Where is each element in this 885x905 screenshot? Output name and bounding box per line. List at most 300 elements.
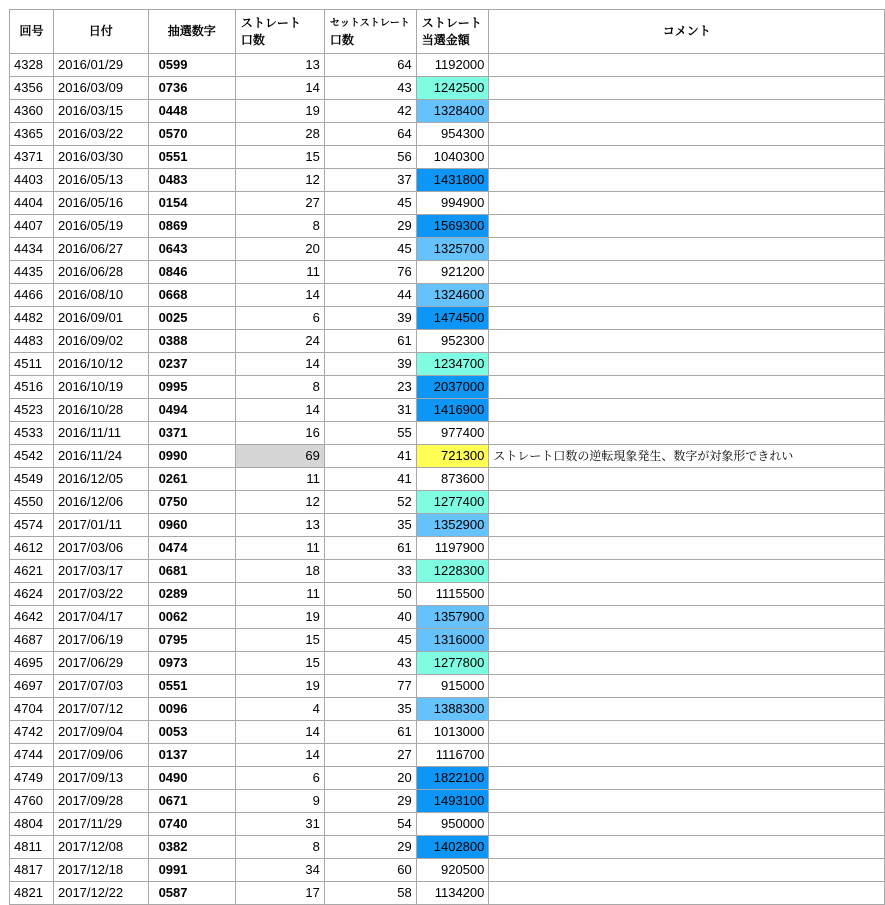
cell-straight-prize: 994900 [416, 192, 489, 215]
cell-comment [489, 353, 885, 376]
cell-straight-count: 15 [235, 652, 324, 675]
table-row [10, 675, 885, 698]
cell-date: 2016/10/12 [53, 353, 148, 376]
cell-straight-count: 8 [235, 836, 324, 859]
cell-straight-prize: 921200 [416, 261, 489, 284]
cell-straight-count: 15 [235, 146, 324, 169]
table-row [10, 261, 885, 284]
table-row [10, 330, 885, 353]
cell-date: 2016/12/06 [53, 491, 148, 514]
cell-straight-count: 9 [235, 790, 324, 813]
cell-straight-count: 27 [235, 192, 324, 215]
table-row [10, 123, 885, 146]
table-row [10, 790, 885, 813]
cell-comment [489, 54, 885, 77]
cell-date: 2016/08/10 [53, 284, 148, 307]
cell-set-straight-count: 45 [324, 238, 416, 261]
cell-straight-prize: 1192000 [416, 54, 489, 77]
cell-comment [489, 560, 885, 583]
cell-number: 0599 [148, 54, 235, 77]
header-straight-count-line1: ストレート [240, 15, 301, 30]
table-row [10, 629, 885, 652]
cell-date: 2016/03/09 [53, 77, 148, 100]
cell-date: 2016/05/19 [53, 215, 148, 238]
table-row [10, 468, 885, 491]
cell-number: 0990 [148, 445, 235, 468]
cell-set-straight-count: 56 [324, 146, 416, 169]
cell-number: 0643 [148, 238, 235, 261]
table-row [10, 146, 885, 169]
cell-set-straight-count: 45 [324, 192, 416, 215]
cell-straight-count: 14 [235, 721, 324, 744]
cell-round: 4435 [10, 261, 54, 284]
cell-comment [489, 215, 885, 238]
header-straight-count [235, 10, 324, 54]
cell-straight-count: 19 [235, 675, 324, 698]
cell-round: 4482 [10, 307, 54, 330]
cell-number: 0382 [148, 836, 235, 859]
cell-date: 2017/09/06 [53, 744, 148, 767]
cell-set-straight-count: 64 [324, 123, 416, 146]
cell-set-straight-count: 61 [324, 330, 416, 353]
cell-set-straight-count: 54 [324, 813, 416, 836]
cell-straight-prize: 1040300 [416, 146, 489, 169]
cell-comment [489, 514, 885, 537]
cell-number: 0960 [148, 514, 235, 537]
cell-straight-prize: 721300 [416, 445, 489, 468]
cell-straight-count: 11 [235, 583, 324, 606]
table-row [10, 399, 885, 422]
cell-straight-prize: 1328400 [416, 100, 489, 123]
cell-straight-count: 20 [235, 238, 324, 261]
cell-set-straight-count: 20 [324, 767, 416, 790]
cell-number: 0671 [148, 790, 235, 813]
cell-set-straight-count: 50 [324, 583, 416, 606]
cell-date: 2016/10/19 [53, 376, 148, 399]
header-straight-prize-line1: ストレート [421, 15, 482, 30]
cell-comment [489, 606, 885, 629]
cell-round: 4483 [10, 330, 54, 353]
cell-straight-count: 13 [235, 54, 324, 77]
cell-number: 0261 [148, 468, 235, 491]
cell-straight-prize: 1416900 [416, 399, 489, 422]
cell-number: 0587 [148, 882, 235, 905]
cell-round: 4404 [10, 192, 54, 215]
cell-comment [489, 376, 885, 399]
cell-comment [489, 468, 885, 491]
cell-round: 4328 [10, 54, 54, 77]
cell-straight-count: 69 [235, 445, 324, 468]
cell-set-straight-count: 77 [324, 675, 416, 698]
header-straight-prize [416, 10, 489, 54]
cell-straight-count: 17 [235, 882, 324, 905]
cell-comment [489, 77, 885, 100]
cell-straight-count: 14 [235, 353, 324, 376]
cell-set-straight-count: 41 [324, 445, 416, 468]
cell-round: 4542 [10, 445, 54, 468]
cell-straight-count: 19 [235, 100, 324, 123]
header-straight-count-line2: 口数 [240, 32, 265, 47]
cell-straight-count: 28 [235, 123, 324, 146]
cell-set-straight-count: 31 [324, 399, 416, 422]
cell-round: 4516 [10, 376, 54, 399]
cell-straight-prize: 1277400 [416, 491, 489, 514]
table-row [10, 169, 885, 192]
cell-round: 4760 [10, 790, 54, 813]
cell-set-straight-count: 29 [324, 790, 416, 813]
cell-number: 0371 [148, 422, 235, 445]
cell-comment [489, 790, 885, 813]
table-header [10, 10, 885, 54]
cell-comment [489, 146, 885, 169]
cell-comment [489, 744, 885, 767]
cell-straight-prize: 915000 [416, 675, 489, 698]
table-row [10, 100, 885, 123]
cell-straight-count: 34 [235, 859, 324, 882]
header-set-straight-count-line1: セットストレート [329, 18, 410, 29]
cell-straight-prize: 1493100 [416, 790, 489, 813]
cell-set-straight-count: 40 [324, 606, 416, 629]
cell-straight-count: 14 [235, 399, 324, 422]
cell-straight-prize: 1325700 [416, 238, 489, 261]
cell-number: 0062 [148, 606, 235, 629]
cell-number: 0154 [148, 192, 235, 215]
table-row [10, 353, 885, 376]
cell-straight-prize: 1228300 [416, 560, 489, 583]
table-row [10, 307, 885, 330]
cell-comment: ストレート口数の逆転現象発生、数字が対象形できれい [489, 445, 885, 468]
cell-straight-count: 6 [235, 767, 324, 790]
cell-set-straight-count: 52 [324, 491, 416, 514]
cell-straight-prize: 950000 [416, 813, 489, 836]
cell-round: 4466 [10, 284, 54, 307]
cell-comment [489, 882, 885, 905]
cell-round: 4356 [10, 77, 54, 100]
table-row [10, 652, 885, 675]
cell-round: 4742 [10, 721, 54, 744]
cell-date: 2016/12/05 [53, 468, 148, 491]
cell-number: 0551 [148, 146, 235, 169]
cell-straight-count: 14 [235, 284, 324, 307]
cell-comment [489, 629, 885, 652]
cell-set-straight-count: 42 [324, 100, 416, 123]
cell-straight-prize: 873600 [416, 468, 489, 491]
cell-round: 4642 [10, 606, 54, 629]
cell-straight-prize: 1013000 [416, 721, 489, 744]
cell-number: 0570 [148, 123, 235, 146]
cell-date: 2016/03/30 [53, 146, 148, 169]
cell-straight-prize: 1115500 [416, 583, 489, 606]
header-set-straight-count-line2: 口数 [329, 33, 354, 47]
cell-date: 2016/06/27 [53, 238, 148, 261]
cell-number: 0740 [148, 813, 235, 836]
cell-comment [489, 491, 885, 514]
cell-round: 4365 [10, 123, 54, 146]
cell-straight-prize: 1569300 [416, 215, 489, 238]
cell-comment [489, 238, 885, 261]
cell-comment [489, 284, 885, 307]
table-row [10, 606, 885, 629]
cell-date: 2017/04/17 [53, 606, 148, 629]
cell-number: 0388 [148, 330, 235, 353]
cell-date: 2016/11/11 [53, 422, 148, 445]
cell-set-straight-count: 29 [324, 836, 416, 859]
cell-date: 2017/11/29 [53, 813, 148, 836]
cell-date: 2017/12/08 [53, 836, 148, 859]
cell-straight-count: 8 [235, 376, 324, 399]
table-row [10, 445, 885, 468]
cell-comment [489, 652, 885, 675]
cell-round: 4550 [10, 491, 54, 514]
table-row [10, 422, 885, 445]
table-row [10, 744, 885, 767]
table-row [10, 54, 885, 77]
table-row [10, 836, 885, 859]
table-row [10, 859, 885, 882]
cell-straight-prize: 2037000 [416, 376, 489, 399]
cell-set-straight-count: 60 [324, 859, 416, 882]
cell-round: 4574 [10, 514, 54, 537]
cell-date: 2017/09/28 [53, 790, 148, 813]
cell-number: 0490 [148, 767, 235, 790]
cell-comment [489, 767, 885, 790]
cell-round: 4704 [10, 698, 54, 721]
cell-number: 0551 [148, 675, 235, 698]
cell-comment [489, 307, 885, 330]
cell-number: 0681 [148, 560, 235, 583]
cell-straight-count: 15 [235, 629, 324, 652]
cell-comment [489, 836, 885, 859]
cell-straight-count: 8 [235, 215, 324, 238]
cell-number: 0736 [148, 77, 235, 100]
cell-comment [489, 399, 885, 422]
cell-round: 4407 [10, 215, 54, 238]
cell-comment [489, 100, 885, 123]
cell-comment [489, 537, 885, 560]
cell-set-straight-count: 45 [324, 629, 416, 652]
cell-set-straight-count: 33 [324, 560, 416, 583]
cell-set-straight-count: 61 [324, 537, 416, 560]
table-row [10, 813, 885, 836]
header-straight-prize-line2: 当選金額 [421, 32, 470, 47]
cell-number: 0991 [148, 859, 235, 882]
cell-date: 2017/12/18 [53, 859, 148, 882]
cell-straight-prize: 1402800 [416, 836, 489, 859]
cell-set-straight-count: 64 [324, 54, 416, 77]
cell-date: 2016/05/16 [53, 192, 148, 215]
header-round: 回号 [10, 10, 54, 54]
cell-round: 4549 [10, 468, 54, 491]
cell-straight-prize: 1431800 [416, 169, 489, 192]
cell-round: 4511 [10, 353, 54, 376]
cell-date: 2017/09/13 [53, 767, 148, 790]
table-row [10, 192, 885, 215]
cell-number: 0025 [148, 307, 235, 330]
cell-comment [489, 192, 885, 215]
cell-number: 0750 [148, 491, 235, 514]
cell-set-straight-count: 43 [324, 652, 416, 675]
header-set-straight-count [324, 10, 416, 54]
cell-straight-prize: 1822100 [416, 767, 489, 790]
table-row [10, 560, 885, 583]
header-date: 日付 [53, 10, 148, 54]
cell-number: 0053 [148, 721, 235, 744]
cell-straight-prize: 1474500 [416, 307, 489, 330]
cell-date: 2017/01/11 [53, 514, 148, 537]
cell-round: 4621 [10, 560, 54, 583]
cell-date: 2016/06/28 [53, 261, 148, 284]
cell-date: 2017/09/04 [53, 721, 148, 744]
cell-date: 2017/03/06 [53, 537, 148, 560]
cell-set-straight-count: 44 [324, 284, 416, 307]
cell-date: 2017/12/22 [53, 882, 148, 905]
cell-date: 2016/01/29 [53, 54, 148, 77]
cell-comment [489, 813, 885, 836]
cell-number: 0096 [148, 698, 235, 721]
cell-set-straight-count: 41 [324, 468, 416, 491]
cell-straight-prize: 1134200 [416, 882, 489, 905]
cell-round: 4371 [10, 146, 54, 169]
cell-straight-count: 13 [235, 514, 324, 537]
header-number: 抽選数字 [148, 10, 235, 54]
cell-round: 4360 [10, 100, 54, 123]
table-row [10, 284, 885, 307]
cell-round: 4811 [10, 836, 54, 859]
cell-number: 0237 [148, 353, 235, 376]
cell-straight-count: 31 [235, 813, 324, 836]
cell-round: 4749 [10, 767, 54, 790]
table-row [10, 215, 885, 238]
cell-round: 4403 [10, 169, 54, 192]
cell-date: 2017/06/19 [53, 629, 148, 652]
cell-straight-prize: 954300 [416, 123, 489, 146]
cell-set-straight-count: 35 [324, 698, 416, 721]
cell-straight-prize: 1316000 [416, 629, 489, 652]
cell-round: 4744 [10, 744, 54, 767]
cell-comment [489, 675, 885, 698]
cell-straight-count: 6 [235, 307, 324, 330]
cell-set-straight-count: 61 [324, 721, 416, 744]
table-row [10, 514, 885, 537]
table-row [10, 721, 885, 744]
cell-set-straight-count: 37 [324, 169, 416, 192]
cell-number: 0448 [148, 100, 235, 123]
cell-straight-count: 12 [235, 491, 324, 514]
cell-straight-prize: 1116700 [416, 744, 489, 767]
lottery-results-table [9, 9, 885, 905]
cell-set-straight-count: 35 [324, 514, 416, 537]
cell-set-straight-count: 39 [324, 353, 416, 376]
cell-straight-prize: 977400 [416, 422, 489, 445]
cell-number: 0795 [148, 629, 235, 652]
cell-number: 0846 [148, 261, 235, 284]
cell-comment [489, 721, 885, 744]
header-row [10, 10, 885, 54]
cell-comment [489, 330, 885, 353]
cell-set-straight-count: 55 [324, 422, 416, 445]
cell-round: 4434 [10, 238, 54, 261]
cell-straight-count: 11 [235, 261, 324, 284]
cell-number: 0483 [148, 169, 235, 192]
cell-date: 2017/03/22 [53, 583, 148, 606]
table-row [10, 238, 885, 261]
cell-number: 0995 [148, 376, 235, 399]
cell-date: 2016/05/13 [53, 169, 148, 192]
cell-straight-count: 11 [235, 537, 324, 560]
cell-straight-count: 11 [235, 468, 324, 491]
table-row [10, 698, 885, 721]
cell-straight-count: 4 [235, 698, 324, 721]
table-row [10, 583, 885, 606]
cell-date: 2017/07/12 [53, 698, 148, 721]
cell-straight-prize: 952300 [416, 330, 489, 353]
cell-date: 2016/09/01 [53, 307, 148, 330]
table-row [10, 882, 885, 905]
cell-straight-prize: 1234700 [416, 353, 489, 376]
cell-comment [489, 169, 885, 192]
cell-date: 2016/11/24 [53, 445, 148, 468]
table-row [10, 376, 885, 399]
cell-number: 0474 [148, 537, 235, 560]
cell-comment [489, 422, 885, 445]
cell-round: 4687 [10, 629, 54, 652]
cell-round: 4612 [10, 537, 54, 560]
table-row [10, 537, 885, 560]
cell-set-straight-count: 23 [324, 376, 416, 399]
cell-straight-prize: 920500 [416, 859, 489, 882]
cell-straight-count: 16 [235, 422, 324, 445]
cell-straight-prize: 1388300 [416, 698, 489, 721]
cell-straight-count: 24 [235, 330, 324, 353]
cell-straight-prize: 1352900 [416, 514, 489, 537]
cell-date: 2017/06/29 [53, 652, 148, 675]
cell-comment [489, 123, 885, 146]
cell-date: 2016/09/02 [53, 330, 148, 353]
cell-straight-count: 14 [235, 744, 324, 767]
cell-round: 4533 [10, 422, 54, 445]
cell-date: 2016/03/15 [53, 100, 148, 123]
cell-round: 4817 [10, 859, 54, 882]
cell-number: 0494 [148, 399, 235, 422]
cell-straight-prize: 1324600 [416, 284, 489, 307]
cell-straight-prize: 1277800 [416, 652, 489, 675]
cell-straight-prize: 1357900 [416, 606, 489, 629]
cell-round: 4697 [10, 675, 54, 698]
cell-round: 4821 [10, 882, 54, 905]
cell-number: 0973 [148, 652, 235, 675]
table-row [10, 77, 885, 100]
cell-date: 2017/03/17 [53, 560, 148, 583]
cell-number: 0289 [148, 583, 235, 606]
cell-set-straight-count: 58 [324, 882, 416, 905]
cell-round: 4804 [10, 813, 54, 836]
cell-set-straight-count: 76 [324, 261, 416, 284]
cell-comment [489, 698, 885, 721]
cell-set-straight-count: 27 [324, 744, 416, 767]
table-row [10, 767, 885, 790]
cell-date: 2016/10/28 [53, 399, 148, 422]
cell-round: 4624 [10, 583, 54, 606]
cell-set-straight-count: 39 [324, 307, 416, 330]
cell-straight-count: 14 [235, 77, 324, 100]
cell-straight-count: 12 [235, 169, 324, 192]
cell-straight-prize: 1242500 [416, 77, 489, 100]
cell-set-straight-count: 43 [324, 77, 416, 100]
cell-round: 4695 [10, 652, 54, 675]
cell-straight-prize: 1197900 [416, 537, 489, 560]
cell-number: 0137 [148, 744, 235, 767]
cell-straight-count: 19 [235, 606, 324, 629]
